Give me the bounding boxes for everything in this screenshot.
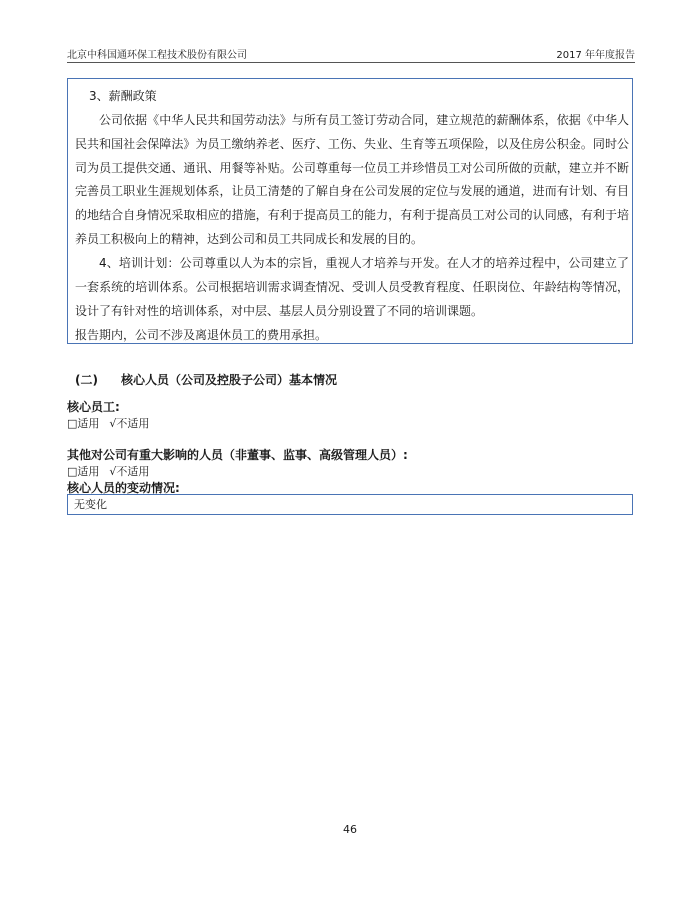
hr-policy-box: [67, 78, 633, 344]
core-staff-option-applicable: □适用: [67, 417, 100, 430]
core-staff-options: [67, 415, 149, 431]
other-staff-option-applicable: □适用: [67, 465, 100, 478]
core-staff-option-not-applicable: √不适用: [109, 417, 150, 430]
other-staff-option-not-applicable: √不适用: [109, 465, 150, 478]
core-staff-label: 核心员工:: [67, 400, 120, 414]
header-report-title: 2017 年年度报告: [556, 50, 635, 61]
other-staff-options: [67, 463, 149, 479]
retirement-note: 报告期内，公司不涉及离退休员工的费用承担。: [75, 328, 328, 342]
changes-box: [67, 494, 633, 515]
salary-policy-text: 公司依据《中华人民共和国劳动法》与所有员工签订劳动合同，建立规范的薪酬体系，依据《中华人民共和国社会保障法》为员工缴纳养老、医疗、工伤、失业、生育等五项保险，以及住房公积金。同时公司为员工提供交通、通讯、用餐等补贴。公司尊重每一位员工并珍惜员工对公司所做的贡献，建立并不断完善员工职业生涯规划体系，让员工清楚的了解自身在公司发展的定位与发展的通道，进而有计划、有目的地结合自身情况采取相应的措施，有利于提高员工的能力，有利于提高员工对公司的认同感，有利于培养员工积极向上的精神，达到公司和员工共同成长和发展的目的。: [75, 113, 629, 246]
section-number: (二): [75, 373, 98, 387]
changes-label: 核心人员的变动情况:: [67, 481, 180, 495]
changes-value: 无变化: [74, 498, 107, 511]
page-header: [67, 44, 635, 63]
page-number: 46: [343, 823, 357, 836]
section-title: [75, 371, 337, 388]
salary-policy-heading: 3、薪酬政策: [89, 89, 157, 103]
other-staff-label: 其他对公司有重大影响的人员（非董事、监事、高级管理人员）:: [67, 448, 408, 462]
section-heading: 核心人员（公司及控股子公司）基本情况: [121, 373, 338, 387]
training-plan-text: 4、培训计划：公司尊重以人为本的宗旨，重视人才培养与开发。在人才的培养过程中，公司建立了一套系统的培训体系。公司根据培训需求调查情况、受训人员受教育程度、任职岗位、年龄结构等情况，设计了有针对性的培训体系，对中层、基层人员分别设置了不同的培训课题。: [75, 256, 629, 318]
header-company: 北京中科国通环保工程技术股份有限公司: [67, 50, 247, 61]
